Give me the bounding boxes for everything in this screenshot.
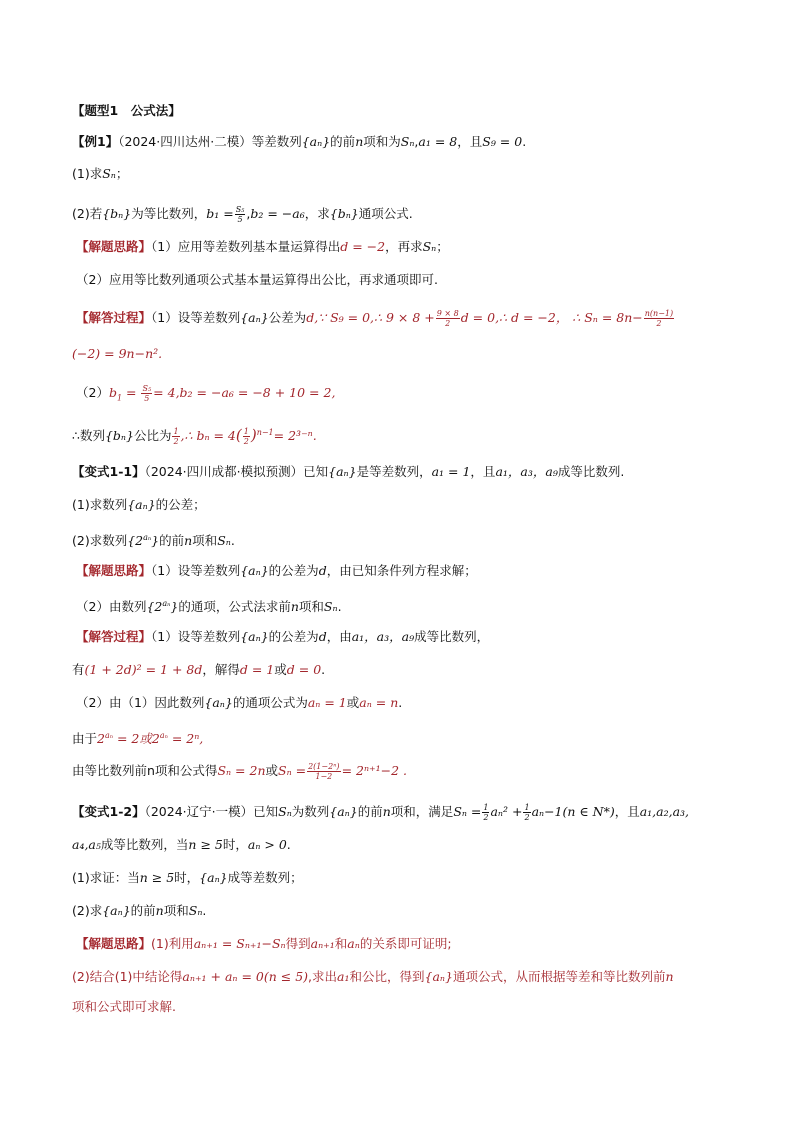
example1-solution-line3 <box>76 384 335 408</box>
variant11-hint2 <box>76 595 342 616</box>
math: Sₙ <box>400 134 415 149</box>
text: ； <box>436 239 449 254</box>
text: 项和，满足 <box>390 804 454 819</box>
math: {aₙ} <box>240 310 269 325</box>
math: ( <box>235 426 242 445</box>
numerator: 1 <box>483 803 489 812</box>
math: Sₙ = 2n <box>217 763 266 778</box>
example1-solution-line2 <box>72 345 162 363</box>
text: . <box>337 599 342 615</box>
text: 和公比，得到 <box>349 969 425 984</box>
numerator: S₅ <box>142 384 152 393</box>
math: Sₙ <box>323 599 338 615</box>
text: 时， <box>222 837 248 852</box>
text: ，解得 <box>202 662 240 677</box>
math: n <box>665 969 674 984</box>
text: 已知 <box>253 804 279 819</box>
section-title: 【题型1 公式法】 <box>72 103 181 118</box>
math: n ≥ 5 <box>139 870 175 885</box>
solution-label: 【解答过程】 <box>76 629 152 644</box>
numerator: S₅ <box>235 205 245 214</box>
text: 的前 <box>130 903 156 918</box>
text: (2)结合(1)中结论得 <box>72 969 183 984</box>
math: aₙ² + <box>490 804 523 819</box>
math: b₁ = <box>206 206 234 221</box>
math: aₙ <box>347 936 360 951</box>
text: (2)求数列 <box>72 533 128 549</box>
hint-label: 【解题思路】 <box>76 936 152 951</box>
text: 为数列 <box>291 804 330 819</box>
math: aₙ = 1 <box>307 695 347 710</box>
text: 的公差为 <box>268 629 319 644</box>
text: 得到 <box>285 936 311 951</box>
fraction <box>243 427 250 446</box>
text: (2)若 <box>72 206 103 221</box>
math: {aₙ} <box>328 464 357 479</box>
example1-hint2: （2）应用等比数列通项公式基本量运算得出公比，再求通项即可. <box>76 272 438 287</box>
math: = 2³⁻ⁿ. <box>273 428 317 444</box>
math: a₁ = 8 <box>418 134 458 149</box>
text: 成等比数列， <box>414 629 490 644</box>
text: 或 <box>346 695 360 710</box>
math: ,∵ S₉ = 0,∴ 9 × 8 + <box>314 310 435 325</box>
solution-label: 【解答过程】 <box>76 310 152 325</box>
variant12-hint1 <box>76 935 452 953</box>
math: aₙ₊₁ = Sₙ₊₁−Sₙ <box>193 936 286 951</box>
text: （2） <box>76 385 109 400</box>
example1-tag: 【例1】 <box>72 134 119 149</box>
example1-solution-line4 <box>72 424 317 446</box>
text: . <box>286 837 291 852</box>
math: d = 0,∴ d = −2， ∴ Sₙ = 8n− <box>460 310 643 325</box>
math: {aₙ} <box>240 563 269 578</box>
math: {bₙ} <box>104 428 134 444</box>
text: . <box>230 533 235 549</box>
math: d <box>306 310 315 325</box>
math: {aₙ} <box>102 903 131 918</box>
variant11-part2 <box>72 529 235 550</box>
math: Sₙ = <box>278 763 307 778</box>
math: (1 + 2d)² = 1 + 8d <box>84 662 203 677</box>
math: a₁ <box>337 969 350 984</box>
text: ； <box>115 166 129 181</box>
text: (2)求 <box>72 903 103 918</box>
math: {aₙ} <box>240 629 269 644</box>
math: n <box>155 903 164 918</box>
math: d = 0 <box>286 662 322 677</box>
text: ，且 <box>614 804 640 819</box>
math: n <box>290 599 299 615</box>
math: a₁,a₂,a₃, <box>639 804 690 819</box>
math: aₙ₊₁ <box>310 936 335 951</box>
text: 或 <box>274 662 287 677</box>
text: 时， <box>174 870 200 885</box>
variant11-solution-line5 <box>72 762 407 781</box>
math: Sₙ <box>188 903 203 918</box>
hint-label: 【解题思路】 <box>76 239 152 254</box>
text: ，再求 <box>385 239 423 254</box>
text: 由等比数列前n项和公式得 <box>72 763 218 778</box>
math: Sₙ = <box>453 804 482 819</box>
variant12-question-line1 <box>72 803 689 822</box>
math: b₂ = −a₆ <box>250 206 305 221</box>
variant12-question-line2 <box>72 836 291 854</box>
text: （2）由（1）因此数列 <box>76 695 205 710</box>
fraction <box>482 803 489 822</box>
numerator: 1 <box>173 427 179 437</box>
text: 项和 <box>163 903 189 918</box>
math: aₙ <box>143 533 152 542</box>
text: ，且 <box>470 464 496 479</box>
math: $2^{a_n}$ <box>97 731 113 747</box>
text: 的关系即可证明; <box>359 936 452 951</box>
example1-source: （2024·四川达州·二模） <box>118 134 252 149</box>
variant12-hint3 <box>72 998 176 1016</box>
denominator: 2 <box>173 437 179 447</box>
text: 项和 <box>298 599 324 615</box>
numerator: 2(1−2ⁿ) <box>308 762 340 771</box>
text: （2）由数列 <box>76 599 147 615</box>
example1-solution-line1 <box>76 309 675 328</box>
math: {aₙ} <box>204 695 233 710</box>
text: 的公差； <box>155 497 206 512</box>
math: n <box>355 134 364 149</box>
fraction <box>644 309 674 328</box>
text: 的通项公式为 <box>232 695 308 710</box>
text: 项和为 <box>363 134 401 149</box>
text: ，由 <box>326 629 352 644</box>
math: {bₙ} <box>102 206 132 221</box>
denominator: 2 <box>524 813 530 822</box>
math: $b_1$ = <box>108 385 141 403</box>
text: 成等比数列，当 <box>100 837 189 852</box>
fraction <box>523 803 530 822</box>
text: 为等比数列， <box>131 206 207 221</box>
example1-hint1 <box>76 238 449 256</box>
math: ) <box>250 426 257 445</box>
variant11-question <box>72 463 624 481</box>
text: 和 <box>334 936 348 951</box>
variant11-hint1 <box>76 562 477 580</box>
hint-label: 【解题思路】 <box>76 563 152 578</box>
text: 是等差数列， <box>356 464 432 479</box>
math: = 2或 <box>116 731 152 747</box>
denominator: 2 <box>656 319 662 328</box>
text: 的公差为 <box>268 563 319 578</box>
fraction <box>172 427 179 446</box>
variant12-part2 <box>72 902 206 920</box>
math: d <box>318 629 327 644</box>
example1-question: 【例1】（2024·四川达州·二模）等差数列{aₙ}的前n项和为Sₙ,a₁ = 8，且S₉ = 0. <box>72 134 527 149</box>
example1-part2: (2)若{bₙ}为等比数列，b₁ = $\frac{\text{S₅}}{5}$ ,b₂ = −a₆，求{bₙ}通项公式. <box>72 205 413 224</box>
example1-part1 <box>72 165 128 183</box>
variant11-solution-line4 <box>72 727 203 748</box>
math: {2 <box>146 599 163 615</box>
variant11-solution-line1 <box>76 628 489 646</box>
text: 已知 <box>303 464 329 479</box>
math: Sₙ <box>278 804 292 819</box>
text: 的前 <box>330 134 356 149</box>
text: （1）设等差数列 <box>151 629 241 644</box>
math: {aₙ} <box>127 497 156 512</box>
math: d <box>318 563 327 578</box>
text: 有 <box>72 662 85 677</box>
math: {aₙ} <box>329 804 358 819</box>
math: = 2ⁿ⁺¹−2 . <box>341 763 408 778</box>
math: aₙ > 0 <box>247 837 287 852</box>
text: ,求出 <box>308 969 338 984</box>
fraction <box>235 205 246 224</box>
math: } <box>170 599 179 615</box>
math: d = −2 <box>340 239 386 254</box>
math: {aₙ} <box>199 870 228 885</box>
math: n <box>184 533 193 549</box>
text: （1）设等差数列 <box>151 310 241 325</box>
denominator: 2 <box>243 437 249 447</box>
text: 等差数列 <box>251 134 302 149</box>
math: d = 1 <box>239 662 275 677</box>
math: } <box>151 533 160 549</box>
text: 公差为 <box>268 310 307 325</box>
denominator: 2 <box>445 319 451 328</box>
math: {2 <box>127 533 144 549</box>
text: ∴数列 <box>72 428 105 444</box>
math: Sₙ <box>102 166 116 181</box>
text: . <box>522 134 527 149</box>
text: 成等差数列； <box>227 870 303 885</box>
math: S₉ = 0 <box>482 134 523 149</box>
denominator: 1−2 <box>315 772 333 781</box>
math: aₙ = n <box>359 695 399 710</box>
text: 由于 <box>72 731 98 747</box>
math: $2^{a_n}$ <box>151 731 168 747</box>
text: 公比为 <box>133 428 172 444</box>
fraction <box>436 309 460 328</box>
text: ，由已知条件列方程求解； <box>326 563 477 578</box>
text: 项和 <box>192 533 218 549</box>
text: . <box>398 695 403 710</box>
math: {aₙ} <box>424 969 453 984</box>
text: (1)求数列 <box>72 497 128 512</box>
math: a₁，a₃，a₉ <box>495 464 558 479</box>
text: ，且 <box>457 134 483 149</box>
text: (1)求 <box>72 166 103 181</box>
math: a₁ = 1 <box>431 464 471 479</box>
math: (−2) = 9n−n². <box>72 346 163 361</box>
text: 成等比数列. <box>557 464 625 479</box>
math: a₁，a₃，a₉ <box>351 629 415 644</box>
math: {aₙ} <box>301 134 331 149</box>
variant12-part1 <box>72 869 303 887</box>
variant12-hint2 <box>72 968 674 986</box>
math: Sₙ <box>217 533 231 549</box>
denominator: 5 <box>144 394 150 403</box>
text: （2024·辽宁·一模） <box>144 804 254 819</box>
numerator: 1 <box>524 803 530 812</box>
text: (1)利用 <box>151 936 194 951</box>
text: 通项公式. <box>358 206 413 221</box>
math: aₙ₊₁ + aₙ = 0(n ≤ 5) <box>182 969 309 984</box>
math: Sₙ <box>422 239 437 254</box>
text: （2024·四川成都·模拟预测） <box>144 464 304 479</box>
text: 或 <box>265 763 279 778</box>
text: 的前 <box>159 533 185 549</box>
denominator: 5 <box>237 215 243 224</box>
text: 的通项，公式法求前 <box>178 599 291 615</box>
math: n−1 <box>256 428 274 437</box>
text: (1)求证：当 <box>72 870 140 885</box>
text: . <box>321 662 326 677</box>
variant11-solution-line3 <box>76 694 402 712</box>
variant12-tag: 【变式1-2】 <box>72 804 145 819</box>
math: aₙ <box>162 599 171 608</box>
fraction <box>141 384 152 403</box>
text: 项和公式即可求解. <box>72 999 176 1014</box>
math: n ≥ 5 <box>188 837 223 852</box>
math: {bₙ} <box>329 206 359 221</box>
fraction <box>307 762 340 781</box>
text: （1）设等差数列 <box>151 563 241 578</box>
variant11-part1 <box>72 496 206 514</box>
math: = 4,b₂ = −a₆ = −8 + 10 = 2, <box>153 385 336 400</box>
text: （1）应用等差数列基本量运算得出 <box>151 239 341 254</box>
text: ，求 <box>304 206 330 221</box>
numerator: 9 × 8 <box>436 309 459 318</box>
math: = 2ⁿ, <box>171 731 204 747</box>
text: 的前 <box>357 804 383 819</box>
variant11-solution-line2 <box>72 661 325 679</box>
numerator: n(n−1) <box>644 309 674 318</box>
math: a₄,a₅ <box>72 837 101 852</box>
variant11-tag: 【变式1-1】 <box>72 464 145 479</box>
math: n <box>382 804 391 819</box>
denominator: 2 <box>483 813 489 822</box>
math: ,∴ bₙ = 4 <box>180 428 236 444</box>
text: 通项公式，从而根据等差和等比数列前 <box>452 969 666 984</box>
text: . <box>202 903 207 918</box>
math: aₙ−1(n ∈ N*) <box>531 804 615 819</box>
numerator: 1 <box>243 427 249 437</box>
